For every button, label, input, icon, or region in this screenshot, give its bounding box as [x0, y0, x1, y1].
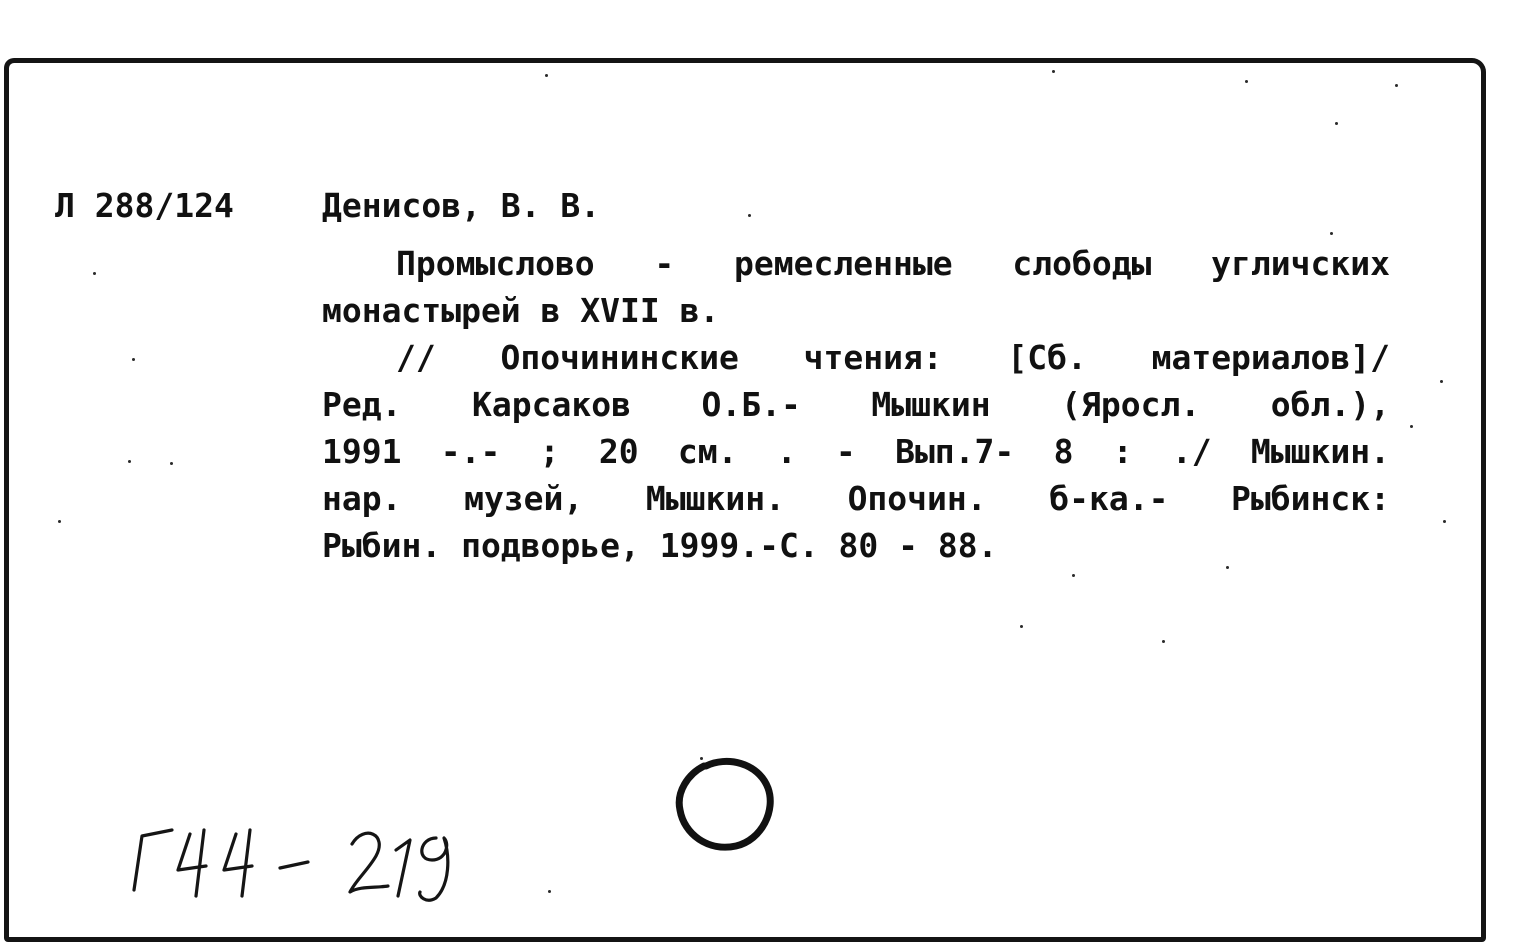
scan-speck	[1395, 84, 1398, 87]
scan-speck	[1440, 380, 1443, 383]
title-line-2: монастырей в XVII в.	[322, 291, 720, 330]
scan-speck	[1020, 625, 1023, 628]
scan-speck	[1072, 574, 1075, 577]
source-line-4: нар. музей, Мышкин. Опочин. б-ка.- Рыбинск:	[322, 479, 1390, 518]
source-line-3: 1991 -.- ; 20 см. . - Вып.7- 8 : ./ Мышкин.	[322, 432, 1390, 471]
scan-speck	[1410, 425, 1413, 428]
title-line-1: Промыслово - ремесленные слободы угличских	[396, 244, 1390, 283]
scan-speck	[1052, 70, 1055, 73]
source-line-1: // Опочининские чтения: [Сб. материалов]/	[396, 338, 1390, 377]
call-number: Л 288/124	[55, 186, 234, 225]
scan-speck	[128, 460, 131, 463]
scan-speck	[1162, 640, 1165, 643]
scan-speck	[58, 520, 61, 523]
scan-speck	[1245, 80, 1248, 83]
scan-speck	[170, 462, 173, 465]
scan-speck	[132, 358, 135, 361]
scan-speck	[93, 272, 96, 275]
source-line-2: Ред. Карсаков О.Б.- Мышкин (Яросл. обл.),	[322, 385, 1390, 424]
scan-speck	[748, 214, 751, 217]
punch-hole	[664, 748, 784, 858]
scan-speck	[548, 890, 551, 893]
scan-speck	[1330, 232, 1333, 235]
author-heading: Денисов, В. В.	[322, 186, 601, 225]
scan-speck	[1335, 122, 1338, 125]
handwritten-shelf-code	[120, 800, 480, 910]
scan-speck	[1443, 520, 1446, 523]
source-line-5: Рыбин. подворье, 1999.-С. 80 - 88.	[322, 526, 998, 565]
scan-speck	[545, 74, 548, 77]
